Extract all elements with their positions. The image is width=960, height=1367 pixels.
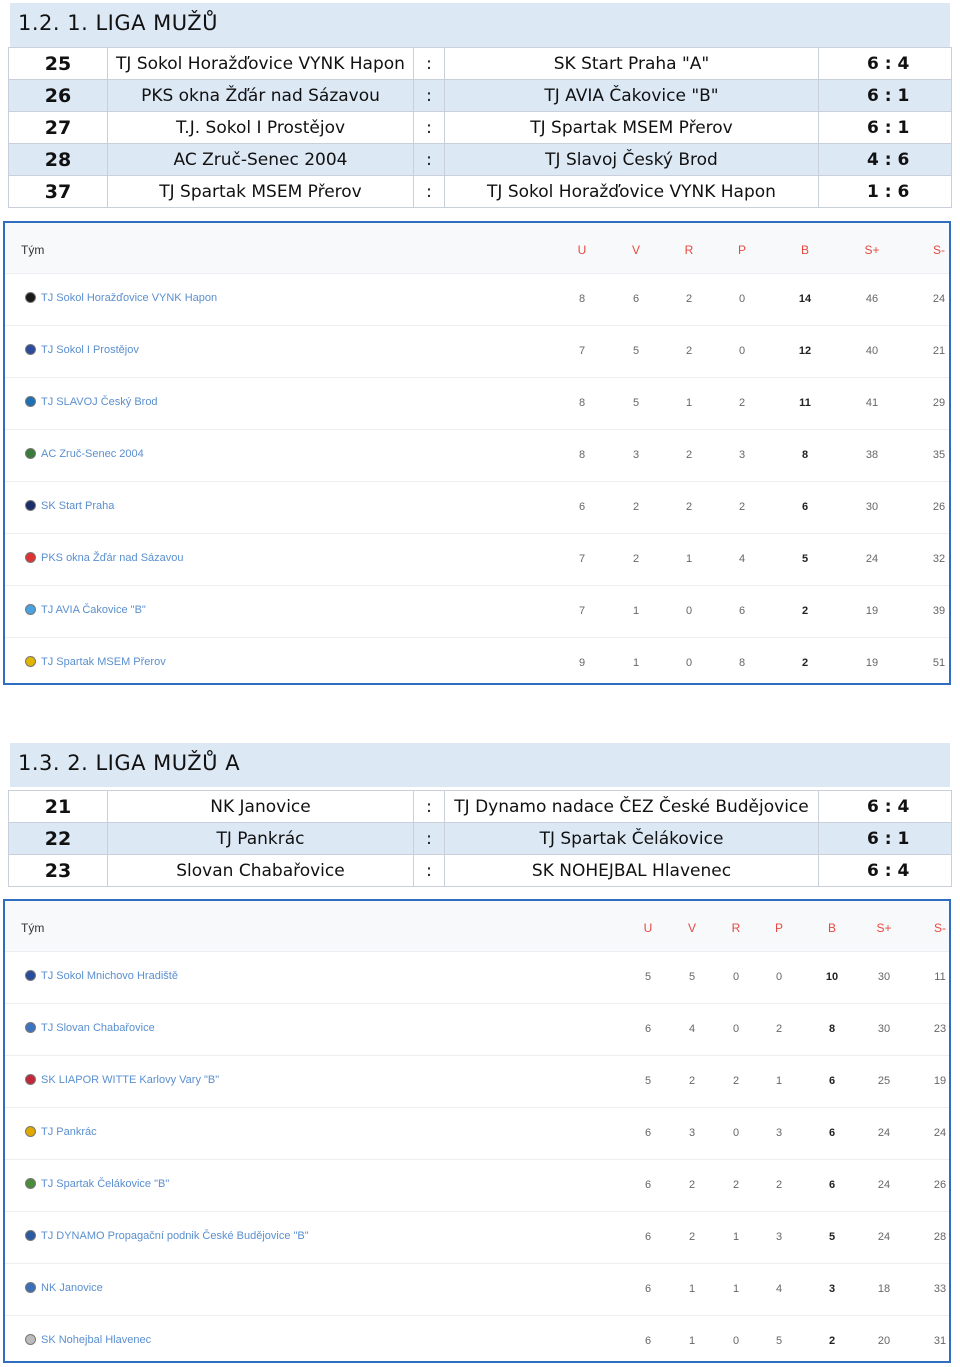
stat-b: 8 <box>801 449 809 461</box>
match-score: 4 : 6 <box>819 144 952 176</box>
stat-v: 5 <box>688 971 696 983</box>
match-score: 6 : 4 <box>819 48 952 80</box>
separator: : <box>414 80 445 112</box>
stat-sm: 23 <box>933 1023 947 1035</box>
stat-r: 0 <box>685 605 693 617</box>
standings-row <box>5 378 949 430</box>
match-row <box>9 48 952 80</box>
stat-b: 2 <box>801 605 809 617</box>
section-1-header <box>10 3 950 47</box>
team-logo-icon <box>25 552 36 563</box>
stat-sp: 19 <box>865 605 879 617</box>
home-team: NK Janovice <box>108 791 414 823</box>
match-number: 27 <box>9 112 108 144</box>
stat-sp: 25 <box>877 1075 891 1087</box>
team-link[interactable] <box>25 656 166 668</box>
stat-p: 2 <box>738 397 746 409</box>
stat-v: 3 <box>688 1127 696 1139</box>
stat-b: 10 <box>825 971 839 983</box>
stat-sm: 32 <box>932 553 946 565</box>
home-team: TJ Pankrác <box>108 823 414 855</box>
stat-u: 7 <box>578 553 586 565</box>
team-link[interactable] <box>25 1230 309 1242</box>
match-score: 1 : 6 <box>819 176 952 208</box>
stat-p: 2 <box>738 501 746 513</box>
stat-v: 1 <box>688 1283 696 1295</box>
team-name: TJ Spartak Čelákovice "B" <box>41 1178 170 1190</box>
stat-r: 0 <box>732 1335 740 1347</box>
home-team: TJ Spartak MSEM Přerov <box>108 176 414 208</box>
match-row <box>9 791 952 823</box>
away-team: SK NOHEJBAL Hlavenec <box>445 855 819 887</box>
home-team: Slovan Chabařovice <box>108 855 414 887</box>
match-row <box>9 823 952 855</box>
stat-r: 1 <box>732 1283 740 1295</box>
column-header-p: P <box>774 921 784 935</box>
stat-r: 2 <box>685 501 693 513</box>
stat-u: 7 <box>578 345 586 357</box>
stat-r: 0 <box>732 1127 740 1139</box>
team-name: TJ Sokol Horažďovice VYNK Hapon <box>41 292 218 304</box>
column-header-v: V <box>687 921 697 935</box>
stat-r: 2 <box>685 449 693 461</box>
stat-sm: 39 <box>932 605 946 617</box>
match-number: 23 <box>9 855 108 887</box>
stat-r: 0 <box>732 1023 740 1035</box>
stat-sm: 26 <box>933 1179 947 1191</box>
stat-sp: 40 <box>865 345 879 357</box>
stat-p: 0 <box>775 971 783 983</box>
results-table-1 <box>8 47 952 208</box>
stat-v: 1 <box>632 605 640 617</box>
team-logo-icon <box>25 1282 36 1293</box>
team-name: NK Janovice <box>41 1282 103 1294</box>
stat-b: 6 <box>801 501 809 513</box>
standings-row <box>5 586 949 638</box>
stat-u: 6 <box>644 1179 652 1191</box>
team-link[interactable] <box>25 396 158 408</box>
stat-u: 5 <box>644 971 652 983</box>
stat-u: 6 <box>644 1127 652 1139</box>
stat-v: 2 <box>688 1231 696 1243</box>
team-link[interactable] <box>25 500 114 512</box>
match-score: 6 : 4 <box>819 855 952 887</box>
stat-u: 8 <box>578 293 586 305</box>
team-link[interactable] <box>25 448 144 460</box>
separator: : <box>414 112 445 144</box>
standings-header-row <box>5 901 949 952</box>
standings-row <box>5 1316 949 1367</box>
stat-u: 9 <box>578 657 586 669</box>
away-team: TJ Sokol Horažďovice VYNK Hapon <box>445 176 819 208</box>
stat-v: 2 <box>632 553 640 565</box>
stat-u: 5 <box>644 1075 652 1087</box>
home-team: PKS okna Žďár nad Sázavou <box>108 80 414 112</box>
team-link[interactable] <box>25 552 184 564</box>
results-table-2 <box>8 790 952 887</box>
match-number: 25 <box>9 48 108 80</box>
team-link[interactable] <box>25 344 139 356</box>
team-logo-icon <box>25 292 36 303</box>
standings-row <box>5 326 949 378</box>
stat-sm: 51 <box>932 657 946 669</box>
standings-row <box>5 430 949 482</box>
stat-sm: 21 <box>932 345 946 357</box>
team-name: TJ Sokol Mnichovo Hradiště <box>41 970 178 982</box>
team-logo-icon <box>25 1230 36 1241</box>
standings-row <box>5 1108 949 1160</box>
stat-p: 5 <box>775 1335 783 1347</box>
team-link[interactable] <box>25 1022 155 1034</box>
standings-header-row <box>5 223 949 274</box>
separator: : <box>414 855 445 887</box>
team-name: TJ DYNAMO Propagační podnik České Budějovice "B" <box>41 1230 309 1242</box>
team-logo-icon <box>25 1334 36 1345</box>
standings-row <box>5 1160 949 1212</box>
team-name: PKS okna Žďár nad Sázavou <box>41 552 184 564</box>
match-number: 26 <box>9 80 108 112</box>
stat-u: 6 <box>644 1023 652 1035</box>
stat-r: 2 <box>685 293 693 305</box>
stat-r: 0 <box>685 657 693 669</box>
stat-sp: 30 <box>877 1023 891 1035</box>
stat-p: 3 <box>775 1231 783 1243</box>
stat-sp: 24 <box>877 1231 891 1243</box>
team-logo-icon <box>25 1022 36 1033</box>
separator: : <box>414 823 445 855</box>
column-header-sm: S- <box>933 243 945 257</box>
stat-sp: 24 <box>877 1179 891 1191</box>
match-number: 22 <box>9 823 108 855</box>
stat-sm: 31 <box>933 1335 947 1347</box>
stat-b: 12 <box>798 345 812 357</box>
stat-v: 2 <box>688 1179 696 1191</box>
stat-u: 6 <box>644 1335 652 1347</box>
stat-v: 5 <box>632 397 640 409</box>
column-header-b: B <box>800 243 810 257</box>
stat-sp: 41 <box>865 397 879 409</box>
stat-sp: 24 <box>877 1127 891 1139</box>
stat-u: 6 <box>644 1283 652 1295</box>
column-header-r: R <box>684 243 694 257</box>
team-link[interactable] <box>25 970 178 982</box>
separator: : <box>414 144 445 176</box>
stat-sm: 26 <box>932 501 946 513</box>
away-team: SK Start Praha "A" <box>445 48 819 80</box>
standings-table-2 <box>3 899 951 1363</box>
team-link[interactable] <box>25 1126 97 1138</box>
stat-v: 1 <box>688 1335 696 1347</box>
match-score: 6 : 1 <box>819 823 952 855</box>
match-number: 37 <box>9 176 108 208</box>
stat-sp: 24 <box>865 553 879 565</box>
team-name: AC Zruč-Senec 2004 <box>41 448 144 460</box>
standings-row <box>5 1004 949 1056</box>
standings-row <box>5 952 949 1004</box>
stat-b: 2 <box>801 657 809 669</box>
team-name: TJ Sokol I Prostějov <box>41 344 139 356</box>
stat-sp: 20 <box>877 1335 891 1347</box>
stat-r: 1 <box>685 553 693 565</box>
stat-sp: 46 <box>865 293 879 305</box>
team-logo-icon <box>25 1178 36 1189</box>
team-logo-icon <box>25 344 36 355</box>
stat-p: 1 <box>775 1075 783 1087</box>
column-header-team: Tým <box>21 243 45 257</box>
team-name: SK Nohejbal Hlavenec <box>41 1334 152 1346</box>
stat-sm: 33 <box>933 1283 947 1295</box>
standings-row <box>5 534 949 586</box>
standings-table-1 <box>3 221 951 685</box>
stat-sp: 18 <box>877 1283 891 1295</box>
stat-b: 6 <box>828 1127 836 1139</box>
stat-sm: 19 <box>933 1075 947 1087</box>
away-team: TJ Dynamo nadace ČEZ České Budějovice <box>445 791 819 823</box>
team-name: TJ Spartak MSEM Přerov <box>41 656 166 668</box>
stat-sp: 19 <box>865 657 879 669</box>
standings-row <box>5 274 949 326</box>
separator: : <box>414 176 445 208</box>
stat-sp: 30 <box>865 501 879 513</box>
team-logo-icon <box>25 396 36 407</box>
stat-v: 2 <box>632 501 640 513</box>
stat-b: 5 <box>801 553 809 565</box>
team-name: SK LIAPOR WITTE Karlovy Vary "B" <box>41 1074 220 1086</box>
match-number: 28 <box>9 144 108 176</box>
team-name: TJ Slovan Chabařovice <box>41 1022 155 1034</box>
stat-p: 3 <box>775 1127 783 1139</box>
home-team: TJ Sokol Horažďovice VYNK Hapon <box>108 48 414 80</box>
team-link[interactable] <box>25 604 146 616</box>
away-team: TJ AVIA Čakovice "B" <box>445 80 819 112</box>
team-logo-icon <box>25 970 36 981</box>
team-name: TJ Pankrác <box>41 1126 97 1138</box>
team-link[interactable] <box>25 292 217 304</box>
stat-p: 8 <box>738 657 746 669</box>
stat-p: 4 <box>775 1283 783 1295</box>
match-row <box>9 855 952 887</box>
team-logo-icon <box>25 500 36 511</box>
team-logo-icon <box>25 448 36 459</box>
team-logo-icon <box>25 656 36 667</box>
stat-sp: 30 <box>877 971 891 983</box>
standings-row <box>5 1212 949 1264</box>
team-logo-icon <box>25 604 36 615</box>
stat-u: 8 <box>578 397 586 409</box>
stat-r: 2 <box>732 1179 740 1191</box>
separator: : <box>414 48 445 80</box>
stat-sm: 35 <box>932 449 946 461</box>
stat-u: 7 <box>578 605 586 617</box>
away-team: TJ Slavoj Český Brod <box>445 144 819 176</box>
column-header-sm: S- <box>934 921 946 935</box>
stat-v: 5 <box>632 345 640 357</box>
stat-p: 0 <box>738 345 746 357</box>
column-header-r: R <box>731 921 741 935</box>
stat-sm: 28 <box>933 1231 947 1243</box>
stat-sm: 24 <box>932 293 946 305</box>
stat-sm: 29 <box>932 397 946 409</box>
match-row <box>9 176 952 208</box>
stat-r: 1 <box>732 1231 740 1243</box>
team-name: TJ AVIA Čakovice "B" <box>41 604 146 616</box>
stat-sm: 24 <box>933 1127 947 1139</box>
stat-u: 6 <box>644 1231 652 1243</box>
team-logo-icon <box>25 1126 36 1137</box>
stat-p: 3 <box>738 449 746 461</box>
match-row <box>9 144 952 176</box>
stat-b: 5 <box>828 1231 836 1243</box>
team-name: TJ SLAVOJ Český Brod <box>41 396 158 408</box>
section-2-header <box>10 743 950 787</box>
stat-r: 1 <box>685 397 693 409</box>
stat-b: 6 <box>828 1075 836 1087</box>
column-header-u: U <box>577 243 587 257</box>
section-2-title: 1.3. 2. LIGA MUŽŮ A <box>18 751 241 775</box>
team-link[interactable] <box>25 1334 151 1346</box>
stat-b: 11 <box>799 397 811 409</box>
stat-b: 14 <box>798 293 812 305</box>
stat-r: 2 <box>732 1075 740 1087</box>
stat-sm: 11 <box>934 971 946 983</box>
stat-b: 8 <box>828 1023 836 1035</box>
match-row <box>9 80 952 112</box>
stat-sp: 38 <box>865 449 879 461</box>
column-header-u: U <box>643 921 653 935</box>
home-team: AC Zruč-Senec 2004 <box>108 144 414 176</box>
column-header-p: P <box>737 243 747 257</box>
home-team: T.J. Sokol I Prostějov <box>108 112 414 144</box>
stat-r: 0 <box>732 971 740 983</box>
team-link[interactable] <box>25 1282 103 1294</box>
team-name: SK Start Praha <box>41 500 115 512</box>
stat-u: 6 <box>578 501 586 513</box>
standings-row <box>5 482 949 534</box>
stat-v: 2 <box>688 1075 696 1087</box>
stat-p: 0 <box>738 293 746 305</box>
match-number: 21 <box>9 791 108 823</box>
match-score: 6 : 1 <box>819 80 952 112</box>
section-1-title: 1.2. 1. LIGA MUŽŮ <box>18 11 219 35</box>
column-header-v: V <box>631 243 641 257</box>
stat-r: 2 <box>685 345 693 357</box>
team-logo-icon <box>25 1074 36 1085</box>
stat-p: 6 <box>738 605 746 617</box>
column-header-sp: S+ <box>864 243 880 257</box>
team-link[interactable] <box>25 1074 219 1086</box>
stat-b: 6 <box>828 1179 836 1191</box>
match-row <box>9 112 952 144</box>
stat-u: 8 <box>578 449 586 461</box>
stat-b: 3 <box>828 1283 836 1295</box>
match-score: 6 : 1 <box>819 112 952 144</box>
stat-v: 6 <box>632 293 640 305</box>
away-team: TJ Spartak MSEM Přerov <box>445 112 819 144</box>
separator: : <box>414 791 445 823</box>
stat-v: 4 <box>688 1023 696 1035</box>
standings-row <box>5 638 949 689</box>
match-score: 6 : 4 <box>819 791 952 823</box>
column-header-b: B <box>827 921 837 935</box>
standings-row <box>5 1264 949 1316</box>
stat-p: 4 <box>738 553 746 565</box>
team-link[interactable] <box>25 1178 169 1190</box>
stat-p: 2 <box>775 1023 783 1035</box>
stat-b: 2 <box>828 1335 836 1347</box>
away-team: TJ Spartak Čelákovice <box>445 823 819 855</box>
stat-v: 3 <box>632 449 640 461</box>
column-header-team: Tým <box>21 921 45 935</box>
column-header-sp: S+ <box>876 921 892 935</box>
stat-v: 1 <box>632 657 640 669</box>
stat-p: 2 <box>775 1179 783 1191</box>
standings-row <box>5 1056 949 1108</box>
